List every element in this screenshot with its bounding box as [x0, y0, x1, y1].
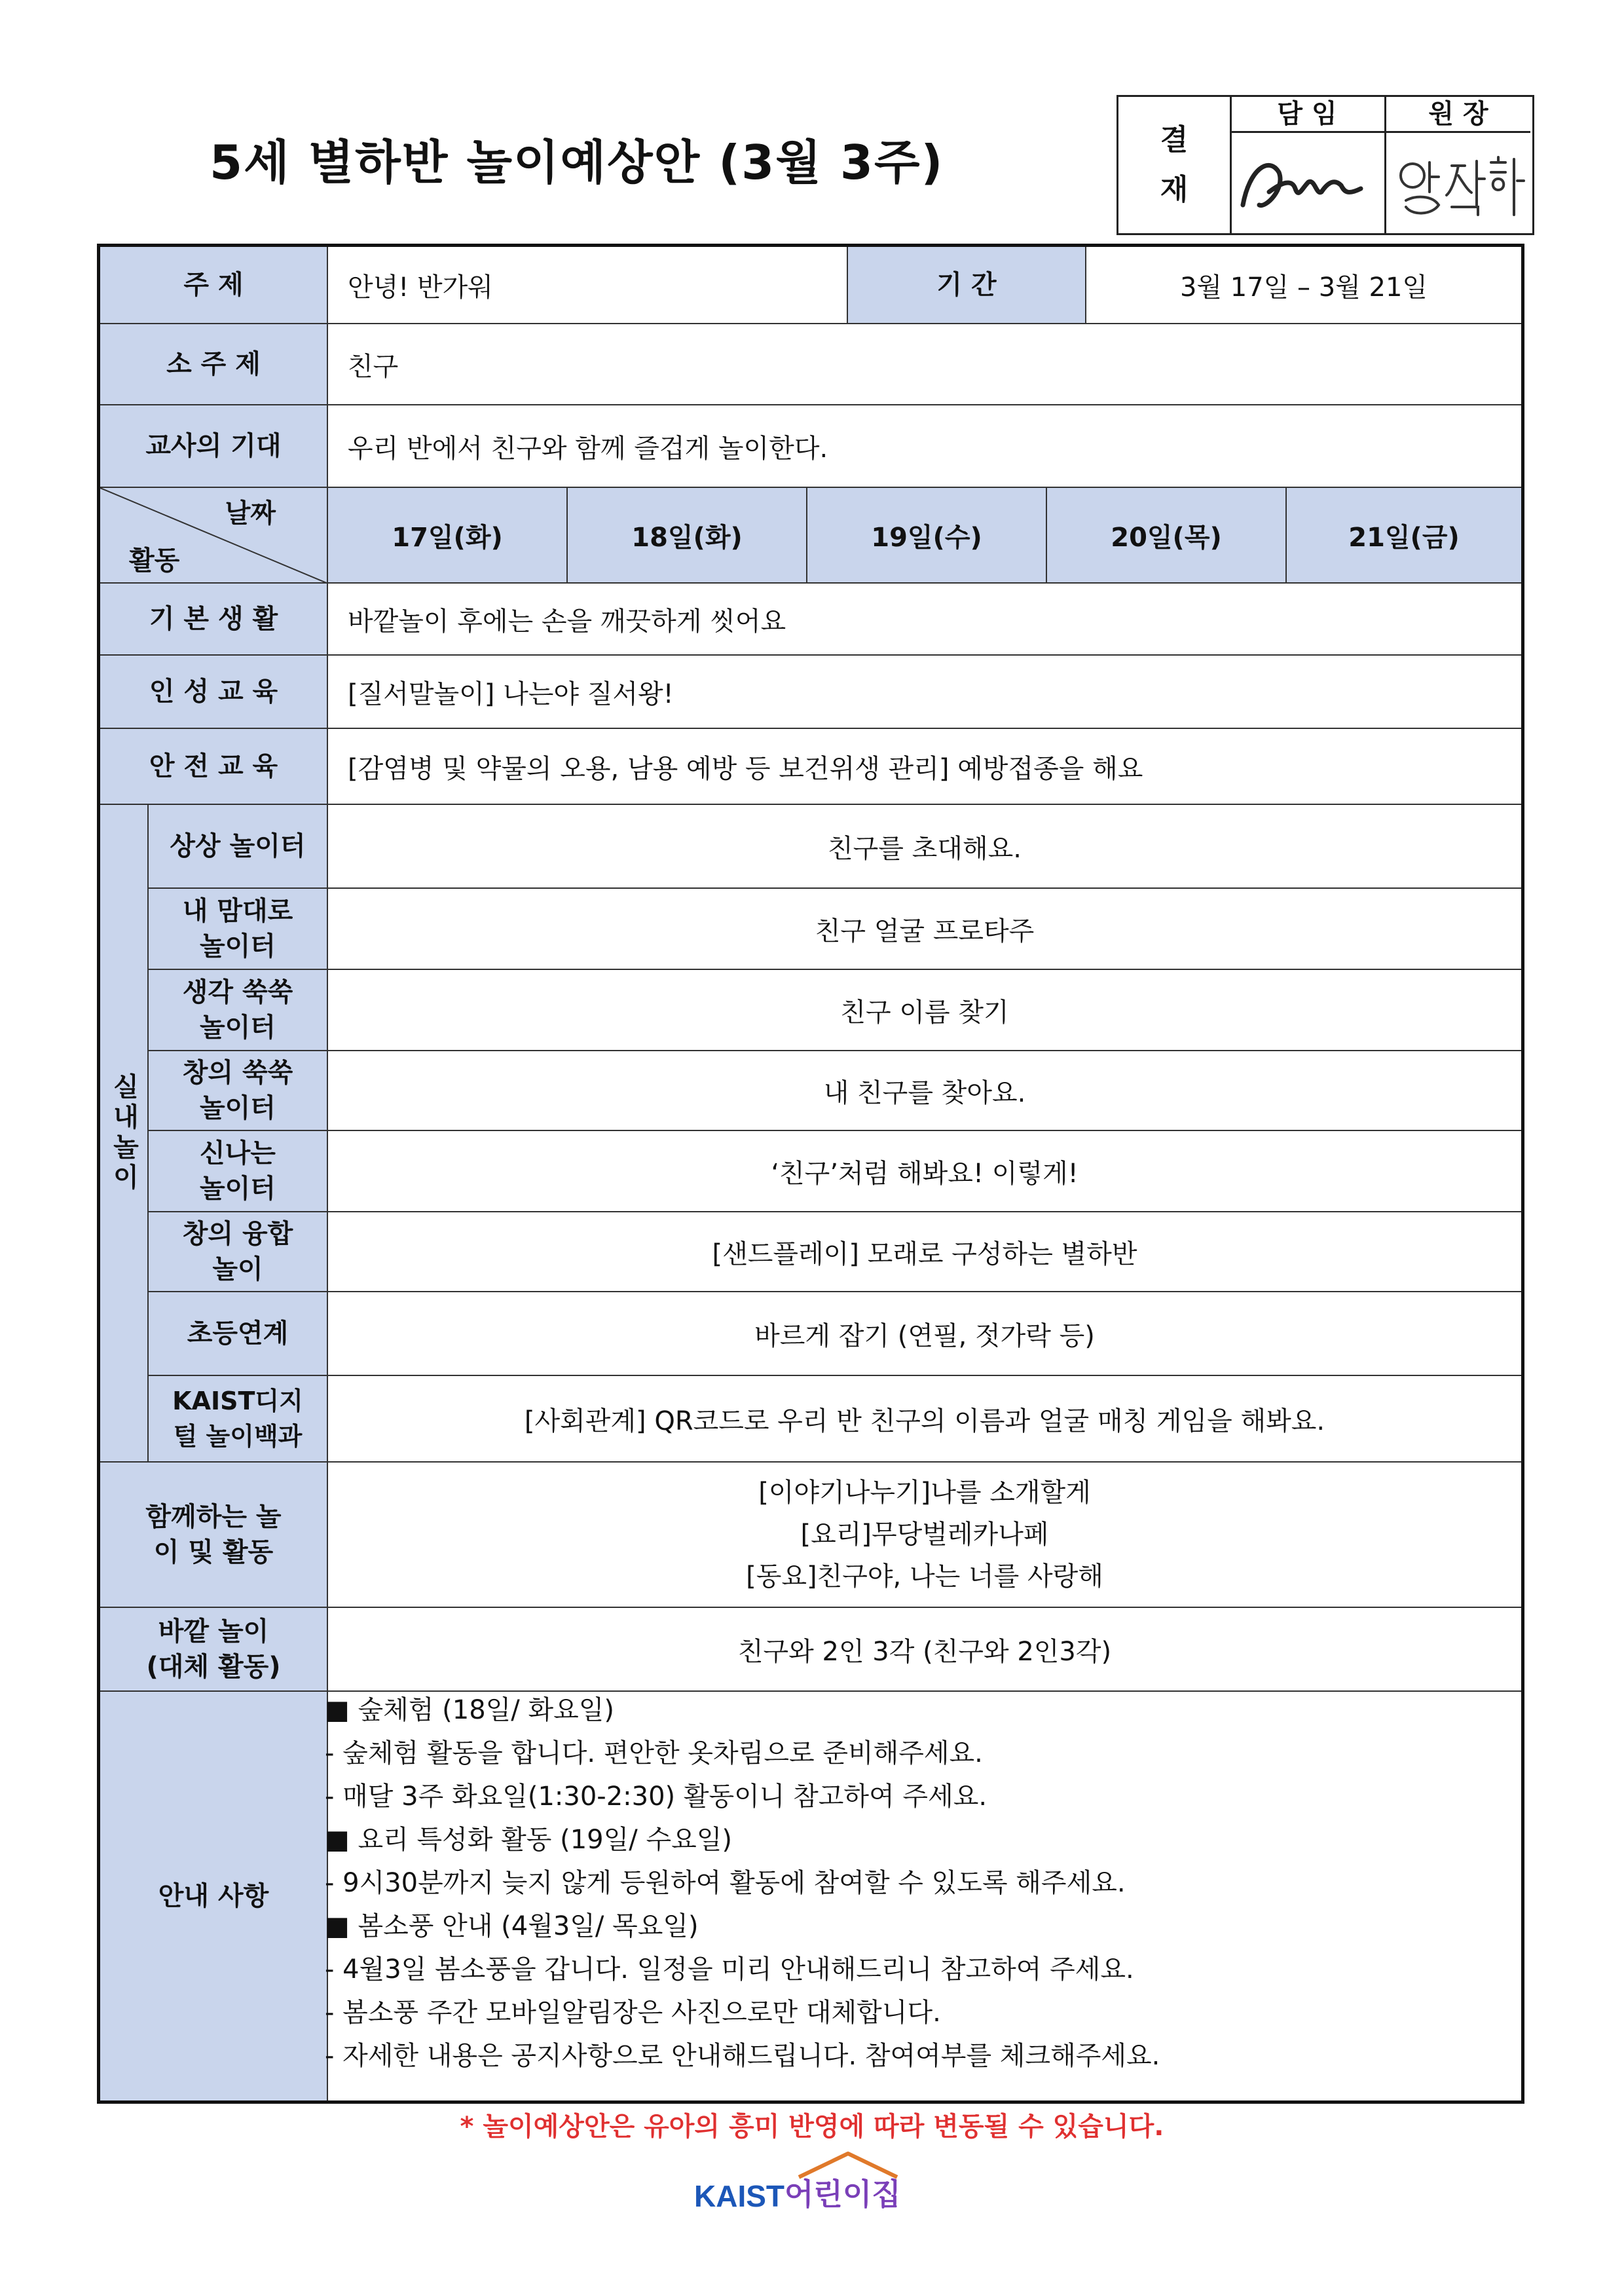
- notice-line: - 자세한 내용은 공지사항으로 안내해드립니다. 참여여부를 체크해주세요.: [325, 2041, 1160, 2071]
- approval-box: [1116, 95, 1534, 235]
- day-header-5: 21일(금): [1287, 488, 1521, 584]
- period-label: 기 간: [848, 247, 1086, 324]
- approval-label-bottom: 재: [1160, 173, 1189, 206]
- director-column: [1386, 97, 1530, 233]
- daily-row-value: [질서말놀이] 나는야 질서왕!: [328, 656, 1521, 729]
- logo-brand: KAIST: [694, 2179, 784, 2213]
- approval-label-top: 결: [1160, 123, 1189, 157]
- together-item: [동요]친구야, 나는 너를 사랑해: [746, 1561, 1103, 1592]
- indoor-row-label: 창의 융합 놀이: [149, 1212, 328, 1292]
- together-item: [요리]무당벌레카나페: [800, 1520, 1049, 1550]
- indoor-row-value: [사회관계] QR코드로 우리 반 친구의 이름과 얼굴 매칭 게임을 해봐요.: [328, 1376, 1521, 1463]
- expectation-label: 교사의 기대: [100, 405, 328, 488]
- footnote: * 놀이예상안은 유아의 흥미 반영에 따라 변동될 수 있습니다.: [460, 2112, 1164, 2142]
- notice-line: ■ 숲체험 (18일/ 화요일): [325, 1695, 615, 1725]
- house-roof-icon: [792, 2150, 904, 2180]
- notice-line: ■ 요리 특성화 활동 (19일/ 수요일): [325, 1825, 732, 1855]
- together-label: 함께하는 놀이 및 활동: [100, 1463, 328, 1608]
- daily-row-label: 인 성 교 육: [100, 656, 328, 729]
- indoor-row-value: 내 친구를 찾아요.: [328, 1051, 1521, 1131]
- indoor-group-label: 실내놀이: [100, 805, 149, 1463]
- indoor-row-value: 바르게 잡기 (연필, 젓가락 등): [328, 1292, 1521, 1376]
- outdoor-value: 친구와 2인 3각 (친구와 2인3각): [328, 1608, 1521, 1692]
- teacher-signature: [1230, 143, 1384, 228]
- together-items: [328, 1463, 1521, 1608]
- indoor-row-label: 상상 놀이터: [149, 805, 328, 889]
- day-header-3: 19일(수): [807, 488, 1047, 584]
- indoor-row-label: 신나는 놀이터: [149, 1131, 328, 1212]
- teacher-header: 담 임: [1230, 97, 1384, 133]
- kaist-kindergarten-logo: [694, 2155, 901, 2214]
- logo-name: 어린이집: [784, 2176, 901, 2212]
- director-signature: [1386, 143, 1530, 228]
- period-value: 3월 17일 – 3월 21일: [1086, 247, 1521, 324]
- expectation-value: 우리 반에서 친구와 함께 즐겁게 놀이한다.: [328, 405, 1521, 488]
- indoor-row-label: KAIST디지털 놀이백과: [149, 1376, 328, 1463]
- indoor-row-label: 초등연계: [149, 1292, 328, 1376]
- day-header-1: 17일(화): [328, 488, 568, 584]
- indoor-row-value: 친구를 초대해요.: [328, 805, 1521, 889]
- date-label: 날짜: [225, 498, 276, 529]
- daily-row-value: [감염병 및 약물의 오용, 남용 예방 등 보건위생 관리] 예방접종을 해요: [328, 729, 1521, 805]
- notice-line: - 숲체험 활동을 합니다. 편안한 옷차림으로 준비해주세요.: [325, 1738, 983, 1768]
- theme-label: 주 제: [100, 247, 328, 324]
- indoor-row-label: 내 맘대로 놀이터: [149, 889, 328, 970]
- daily-row-value: 바깥놀이 후에는 손을 깨끗하게 씻어요: [328, 584, 1521, 656]
- notice-lines: [325, 1689, 1160, 2078]
- theme-value: 안녕! 반가워: [328, 247, 848, 324]
- indoor-row-label: 창의 쑥쑥 놀이터: [149, 1051, 328, 1131]
- approval-label: [1118, 97, 1232, 233]
- daily-row-label: 기 본 생 활: [100, 584, 328, 656]
- activity-label: 활동: [129, 546, 180, 576]
- daily-row-label: 안 전 교 육: [100, 729, 328, 805]
- notice-line: - 봄소풍 주간 모바일알림장은 사진으로만 대체합니다.: [325, 1998, 941, 2028]
- notice-line: - 4월3일 봄소풍을 갑니다. 일정을 미리 안내해드리니 참고하여 주세요.: [325, 1954, 1134, 1985]
- day-header-2: 18일(화): [568, 488, 807, 584]
- day-header-4: 20일(목): [1047, 488, 1287, 584]
- indoor-row-value: ‘친구’처럼 해봐요! 이렇게!: [328, 1131, 1521, 1212]
- subtheme-label: 소 주 제: [100, 324, 328, 405]
- notice-label: 안내 사항: [100, 1692, 328, 2100]
- notice-line: ■ 봄소풍 안내 (4월3일/ 목요일): [325, 1911, 699, 1941]
- director-header: 원 장: [1386, 97, 1530, 133]
- indoor-row-label: 생각 쑥쑥 놀이터: [149, 970, 328, 1051]
- page-title: 5세 별하반 놀이예상안 (3월 3주): [210, 135, 944, 190]
- indoor-row-value: 친구 얼굴 프로타주: [328, 889, 1521, 970]
- indoor-row-value: 친구 이름 찾기: [328, 970, 1521, 1051]
- date-activity-header: [100, 488, 328, 584]
- teacher-column: [1230, 97, 1386, 233]
- outdoor-label: 바깥 놀이 (대체 활동): [100, 1608, 328, 1692]
- notice-line: - 9시30분까지 늦지 않게 등원하여 활동에 참여할 수 있도록 해주세요.: [325, 1868, 1126, 1898]
- notice-line: - 매달 3주 화요일(1:30-2:30) 활동이니 참고하여 주세요.: [325, 1782, 987, 1812]
- subtheme-value: 친구: [328, 324, 1521, 405]
- indoor-row-value: [샌드플레이] 모래로 구성하는 별하반: [328, 1212, 1521, 1292]
- together-item: [이야기나누기]나를 소개할게: [758, 1478, 1091, 1508]
